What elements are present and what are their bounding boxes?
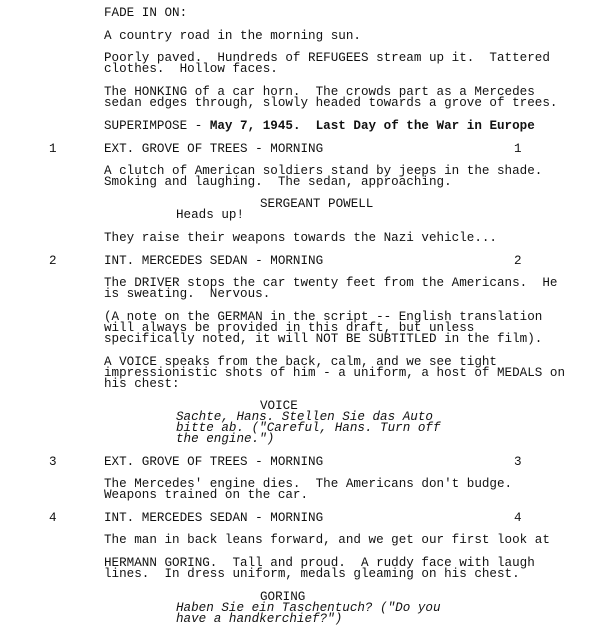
action-line: A clutch of American soldiers stand by jeeps in the shade.: [104, 164, 543, 178]
scene-heading: EXT. GROVE OF TREES - MORNING: [104, 455, 324, 469]
action-line: sedan edges through, slowly headed towards a grove of trees.: [104, 96, 558, 110]
action-line: is sweating. Nervous.: [104, 287, 271, 301]
scene-heading: INT. MERCEDES SEDAN - MORNING: [104, 511, 324, 525]
dialogue-line: Haben Sie ein Taschentuch? ("Do you: [176, 601, 441, 615]
action-line: The DRIVER stops the car twenty feet from the Americans. He: [104, 276, 558, 290]
superimpose-line: [104, 121, 535, 132]
action-line: lines. In dress uniform, medals gleaming on his chest.: [104, 567, 520, 581]
action-line: his chest:: [104, 377, 180, 391]
note-line: specifically noted, it will NOT BE SUBTITLED in the film).: [104, 332, 543, 346]
action-line: impressionistic shots of him - a uniform, a host of MEDALS on: [104, 366, 566, 380]
scene-number-left: 1: [49, 142, 57, 156]
superimpose-text: May 7, 1945. Last Day of the War in Europe: [209, 119, 535, 133]
action-line: They raise their weapons towards the Nazi vehicle...: [104, 231, 497, 245]
scene-number-left: 2: [49, 254, 57, 268]
action-line: The HONKING of a car horn. The crowds part as a Mercedes: [104, 85, 535, 99]
note-line: will always be provided in this draft, but unless: [104, 321, 475, 335]
scene-number-right: 2: [514, 254, 522, 268]
character-name: VOICE: [260, 399, 298, 413]
action-line: The Mercedes' engine dies. The Americans don't budge.: [104, 477, 513, 491]
scene-number-left: 4: [49, 511, 57, 525]
action-line: HERMANN GORING. Tall and proud. A ruddy face with laugh: [104, 556, 535, 570]
action-line: Smoking and laughing. The sedan, approaching.: [104, 175, 452, 189]
character-name: SERGEANT POWELL: [260, 197, 374, 211]
scene-number-right: 1: [514, 142, 522, 156]
dialogue-line: bitte ab. ("Careful, Hans. Turn off: [176, 421, 441, 435]
scene-heading: INT. MERCEDES SEDAN - MORNING: [104, 254, 324, 268]
action-line: clothes. Hollow faces.: [104, 62, 278, 76]
action-line: Weapons trained on the car.: [104, 488, 309, 502]
superimpose-prefix: SUPERIMPOSE -: [104, 119, 210, 133]
dialogue-line: the engine."): [176, 432, 275, 446]
action-line: Poorly paved. Hundreds of REFUGEES stream up it. Tattered: [104, 51, 550, 65]
character-name: GORING: [260, 590, 306, 604]
scene-number-left: 3: [49, 455, 57, 469]
action-line: A country road in the morning sun.: [104, 29, 361, 43]
scene-heading: EXT. GROVE OF TREES - MORNING: [104, 142, 324, 156]
dialogue-line: Heads up!: [176, 208, 245, 222]
scene-number-right: 4: [514, 511, 522, 525]
action-line: A VOICE speaks from the back, calm, and we see tight: [104, 355, 497, 369]
dialogue-line: have a handkerchief?"): [176, 612, 343, 626]
note-line: (A note on the GERMAN in the script -- English translation: [104, 310, 543, 324]
scene-number-right: 3: [514, 455, 522, 469]
transition-fade-in: FADE IN ON:: [104, 6, 188, 20]
dialogue-line: Sachte, Hans. Stellen Sie das Auto: [176, 410, 433, 424]
action-line: The man in back leans forward, and we get our first look at: [104, 533, 550, 547]
